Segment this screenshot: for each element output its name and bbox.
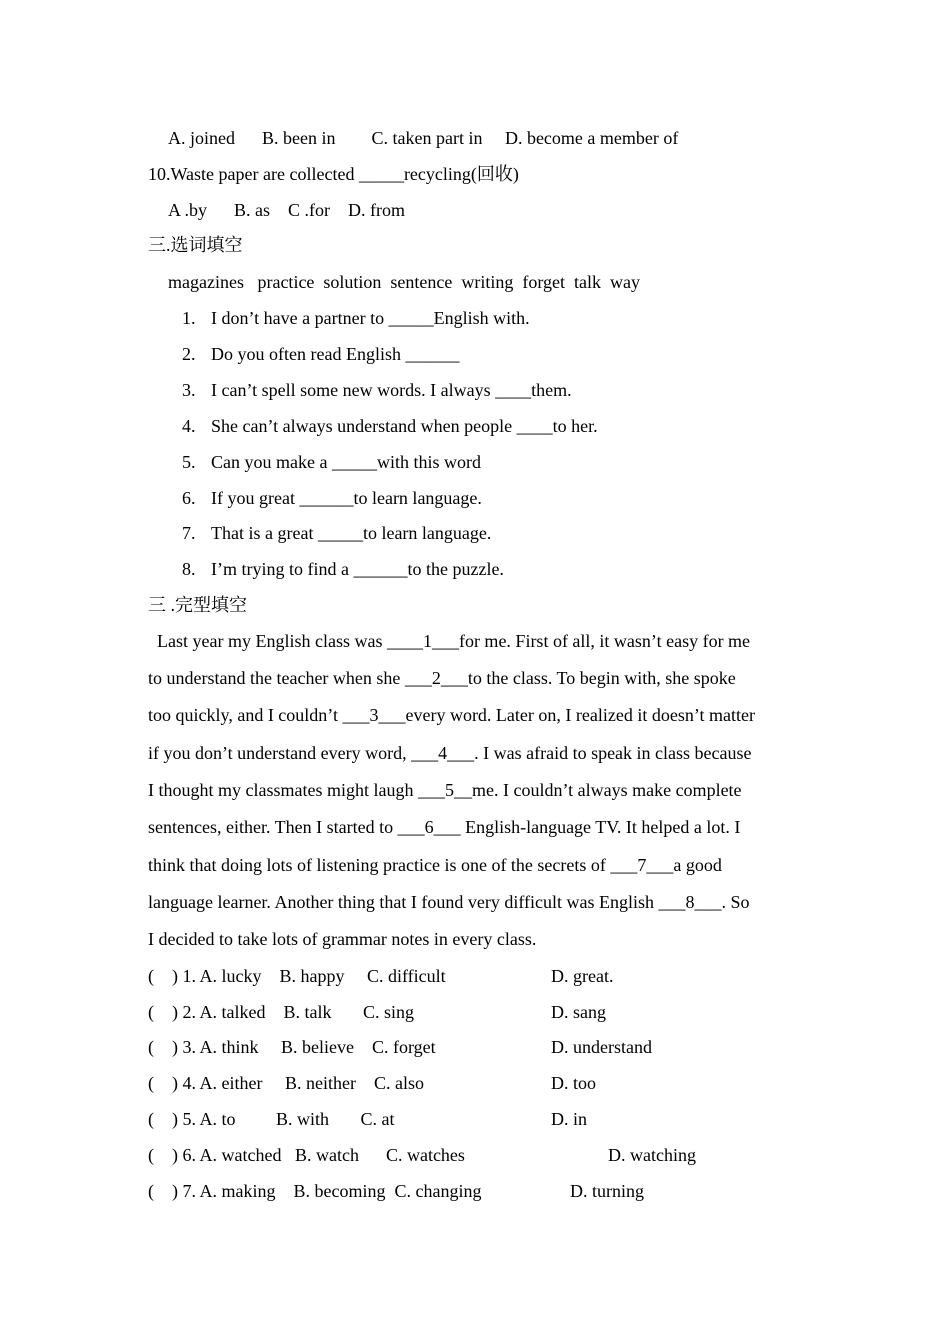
q9-options: A. joined B. been in C. taken part in D. become a member of bbox=[168, 128, 679, 148]
mc-item bbox=[148, 1108, 395, 1130]
mc-options-abc: ( ) 6. A. watched B. watch C. watches bbox=[148, 1145, 465, 1165]
passage-line: if you don’t understand every word, ___4___. I was afraid to speak in class because bbox=[148, 743, 752, 763]
item-text: I’m trying to find a ______to the puzzle. bbox=[211, 559, 504, 579]
mc-options-abc: ( ) 1. A. lucky B. happy C. difficult bbox=[148, 966, 446, 986]
mc-option-d: D. sang bbox=[551, 1002, 606, 1022]
mc-item bbox=[148, 1144, 465, 1166]
mc-option-d: D. great. bbox=[551, 966, 614, 986]
list-item bbox=[182, 558, 504, 580]
item-number: 4. bbox=[182, 416, 196, 436]
list-item bbox=[182, 522, 492, 544]
section3-title: 三.选词填空 bbox=[148, 235, 243, 255]
passage-line: to understand the teacher when she ___2___to the class. To begin with, she spoke bbox=[148, 668, 736, 688]
item-number: 5. bbox=[182, 452, 196, 472]
list-item bbox=[182, 343, 460, 365]
mc-options-abc: ( ) 7. A. making B. becoming C. changing bbox=[148, 1181, 482, 1201]
list-item bbox=[182, 379, 572, 401]
list-item bbox=[182, 487, 482, 509]
mc-option-d: D. turning bbox=[570, 1181, 644, 1201]
passage-line: language learner. Another thing that I found very difficult was English ___8___. So bbox=[148, 892, 750, 912]
mc-options-abc: ( ) 4. A. either B. neither C. also bbox=[148, 1073, 424, 1093]
passage-line: too quickly, and I couldn’t ___3___every word. Later on, I realized it doesn’t matter bbox=[148, 705, 755, 725]
mc-item bbox=[148, 1001, 414, 1023]
item-text: Can you make a _____with this word bbox=[211, 452, 481, 472]
mc-options-abc: ( ) 3. A. think B. believe C. forget bbox=[148, 1037, 436, 1057]
mc-option-d: D. too bbox=[551, 1073, 596, 1093]
passage-line: sentences, either. Then I started to ___6___ English-language TV. It helped a lot. I bbox=[148, 817, 741, 837]
item-text: I can’t spell some new words. I always ____them. bbox=[211, 380, 572, 400]
item-number: 7. bbox=[182, 523, 196, 543]
passage-line: I decided to take lots of grammar notes in every class. bbox=[148, 929, 537, 949]
list-item bbox=[182, 307, 530, 329]
section4-title: 三 .完型填空 bbox=[148, 595, 247, 615]
item-number: 2. bbox=[182, 344, 196, 364]
passage-line: think that doing lots of listening practice is one of the secrets of ___7___a good bbox=[148, 855, 722, 875]
item-text: Do you often read English ______ bbox=[211, 344, 460, 364]
item-number: 3. bbox=[182, 380, 196, 400]
mc-option-d: D. in bbox=[551, 1109, 587, 1129]
mc-item bbox=[148, 965, 446, 987]
list-item bbox=[182, 415, 598, 437]
item-number: 6. bbox=[182, 488, 196, 508]
item-number: 1. bbox=[182, 308, 196, 328]
q10-stem: 10.Waste paper are collected _____recycling(回收) bbox=[148, 164, 519, 184]
mc-item bbox=[148, 1036, 436, 1058]
passage-line: I thought my classmates might laugh ___5__me. I couldn’t always make complete bbox=[148, 780, 742, 800]
mc-item bbox=[148, 1072, 424, 1094]
passage-line: Last year my English class was ____1___for me. First of all, it wasn’t easy for me bbox=[148, 631, 751, 651]
item-number: 8. bbox=[182, 559, 196, 579]
mc-item bbox=[148, 1180, 481, 1202]
item-text: She can’t always understand when people ____to her. bbox=[211, 416, 598, 436]
mc-options-abc: ( ) 2. A. talked B. talk C. sing bbox=[148, 1002, 414, 1022]
mc-option-d: D. understand bbox=[551, 1037, 652, 1057]
word-bank: magazines practice solution sentence writing forget talk way bbox=[168, 272, 641, 292]
q10-options: A .by B. as C .for D. from bbox=[168, 200, 405, 220]
item-text: That is a great _____to learn language. bbox=[211, 523, 492, 543]
item-text: I don’t have a partner to _____English with. bbox=[211, 308, 530, 328]
mc-option-d: D. watching bbox=[608, 1145, 696, 1165]
list-item bbox=[182, 451, 481, 473]
item-text: If you great ______to learn language. bbox=[211, 488, 482, 508]
mc-options-abc: ( ) 5. A. to B. with C. at bbox=[148, 1109, 395, 1129]
